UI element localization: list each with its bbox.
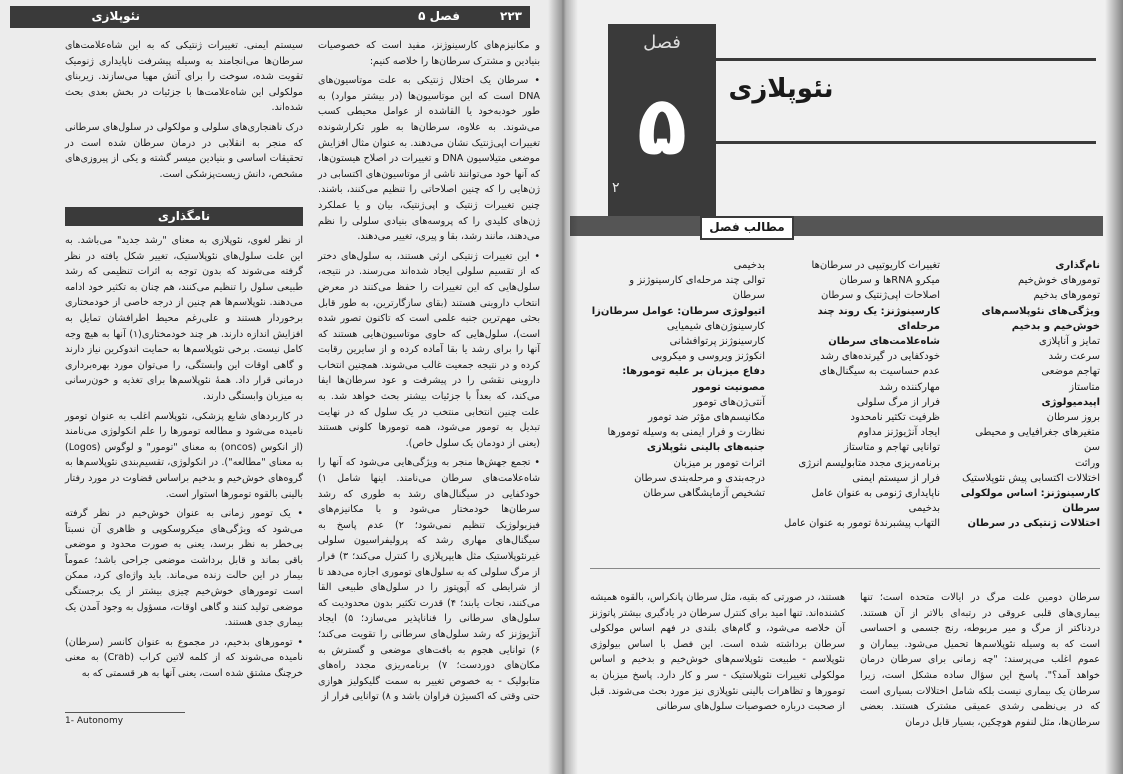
toc-item: نام‌گذاری bbox=[1055, 260, 1100, 271]
toc-item: میکرو RNAها و سرطان bbox=[839, 275, 940, 287]
paragraph: و مکانیزم‌های کارسینوژنز، مفید است که خصوصیات بنیادین و مشترک سرطان‌ها را خلاصه کنیم: bbox=[318, 40, 540, 67]
toc-column-3 bbox=[590, 258, 765, 501]
chapter-word: فصل bbox=[643, 32, 681, 53]
toc-item: ویژگی‌های نئوپلاسم‌های bbox=[981, 305, 1100, 317]
footnote: 1- Autonomy bbox=[65, 716, 124, 726]
toc-item: وراثت bbox=[1074, 457, 1100, 469]
toc-item: مرحله‌ای bbox=[897, 320, 940, 332]
toc-column-1 bbox=[950, 258, 1100, 532]
running-header bbox=[10, 6, 530, 28]
chapter-title: نئوپلازی bbox=[728, 74, 834, 104]
toc-item: کارسینوژنز پرتوافشانی bbox=[669, 336, 765, 348]
paragraph: • یک تومور زمانی به عنوان خوش‌خیم در نظر گرفته می‌شود که ویژگی‌های میکروسکوپی و ظاهری آن نسبتاً بی‌خطر به نظر برسد، یعنی به صورت محدود و موضعی باقی بماند و قابل برداشت موضعی جراحی باشد؛ عموماً بیمار در این حالت زنده می‌ماند. باید واژه‌ای کرد، ممکن است تومورهای خوش‌خیم چیزی بیشتر از یک برجستگی موضعی تولید کنند و گاهی اوقات، مسؤول به وجود آمدن یک بیماری جدی هستند. bbox=[65, 508, 303, 629]
toc-item: عدم حساسیت به سیگنال‌های bbox=[819, 366, 940, 378]
left-page bbox=[0, 0, 560, 774]
toc-item: اصلاحات اپی‌ژنتیک و سرطان bbox=[821, 290, 940, 302]
toc-heading: مطالب فصل bbox=[700, 216, 794, 240]
intro-column-left: هستند، در صورتی که بقیه، مثل سرطان پانکراس، بالقوه همیشه کشنده‌اند. تنها امید برای کنترل سرطان در یادگیری بیشتر پاتوژنز آن خلاصه می‌شود، و گام‌های بلندی در فهم اساس مولکولی سرطان برداشته شده است. این فصل با اساس بیولوژی نئوپلاسم - طبیعت نئوپلاسم‌های خوش‌خیم و بدخیم و اساس مولکولی تغییرات نئوپلاستیک - سر و کار دارد. پاسخ میزبان به تومورها و تظاهرات بالینی نئوپلازی نیز مورد بحث می‌شوند. قبل از صحبت درباره خصوصیات سلول‌های سرطانی bbox=[590, 592, 845, 713]
header-topic: نئوپلازی bbox=[91, 9, 140, 23]
toc-item: التهاب پیشبرندهٔ تومور به عنوان عامل bbox=[784, 518, 940, 530]
toc-item: کارسینوژن‌های شیمیایی bbox=[666, 320, 765, 332]
chapter-small-number: ۲ bbox=[612, 180, 620, 196]
paragraph: درک ناهنجاری‌های سلولی و مولکولی در سلول‌های سرطانی که منجر به انقلابی در درمان سرطان شده است در تحقیقات اساسی و بنیادین میسر گشته و یکی از پیروزی‌های مشخص، دانش زیست‌پزشکی است. bbox=[65, 121, 303, 180]
toc-item: اختلالات اکتسابی پیش نئوپلاستیک bbox=[962, 472, 1100, 484]
toc-item: مهارکننده رشد bbox=[879, 381, 940, 393]
toc-item: بدخیمی bbox=[908, 503, 940, 515]
toc-item: تغییرات کاریوتیپی در سرطان‌ها bbox=[811, 260, 940, 271]
toc-item: ایجاد آنژیوژنز مداوم bbox=[857, 427, 940, 439]
toc-item: سرطان bbox=[1062, 503, 1100, 515]
toc-item: ناپایداری ژنومی به عنوان عامل bbox=[811, 488, 940, 500]
toc-item: خودکفایی در گیرنده‌های رشد bbox=[820, 351, 940, 363]
toc-item: اختلالات ژنتیکی در سرطان bbox=[967, 518, 1100, 530]
footnote-divider bbox=[65, 712, 185, 713]
toc-item: درجه‌بندی و مرحله‌بندی سرطان bbox=[634, 472, 765, 484]
left-page-column-right bbox=[318, 38, 540, 709]
toc-item: بدخیمی bbox=[733, 260, 765, 271]
page-number: ۲۲۳ bbox=[500, 9, 522, 23]
toc-item: دفاع میزبان بر علیه تومورها: bbox=[622, 366, 765, 378]
toc-item: اپیدمیولوژی bbox=[1041, 396, 1100, 408]
toc-item: سرطان bbox=[732, 290, 765, 302]
chapter-number: ۵ bbox=[636, 79, 688, 174]
toc-item: خوش‌خیم و بدخیم bbox=[1011, 320, 1100, 332]
right-page bbox=[560, 0, 1123, 774]
toc-item: مصونیت تومور bbox=[692, 381, 765, 393]
toc-item: تمایز و آناپلازی bbox=[1038, 336, 1100, 348]
toc-column-2 bbox=[770, 258, 940, 532]
divider bbox=[590, 568, 1100, 569]
toc-item: اتیولوژی سرطان: عوامل سرطان‌زا bbox=[591, 305, 765, 317]
toc-item: آنتی‌ژن‌های تومور bbox=[693, 396, 765, 408]
paragraph: • تومورهای بدخیم، در مجموع به عنوان کانسر (سرطان) نامیده می‌شوند که از کلمه لاتین کراب (Crab) به معنی خرچنگ مشتق شده است، یعنی آنها به هر قسمتی که به bbox=[65, 636, 303, 680]
toc-item: انکوژنز ویروسی و میکروبی bbox=[651, 351, 765, 363]
paragraph: • تجمع جهش‌ها منجر به ویژگی‌هایی می‌شود که آنها را شاه‌علامت‌های سرطان می‌نامند. اینها شامل ۱) خودکفایی در سیگنال‌های رشد به طوری که رشد سرطان‌ها خودمختار می‌شود و با مکانیزم‌های فیزیولوژیک تنظیم نمی‌شود؛ ۲) عدم پاسخ به سیگنال‌های مهاری رشد که پرولیفراسیون سلولی غیرنئوپلاستیک مثل هایپرپلازی را کنترل می‌کند؛ ۳) فرار از مرگ سلولی که به سلول‌های توموری اجازه می‌دهد تا از شرایطی که آپوپتوز را در سلول‌های طبیعی القا می‌کنند، نجات یابند؛ ۴) قدرت تکثیر بدون محدودیت که سلول‌های سرطانی را فناناپذیر می‌سازد؛ ۵) ایجاد آنژیوژنز که رشد سلول‌های سرطانی را تقویت می‌کند؛ ۶) توانایی هجوم به بافت‌های موضعی و گسترش به مکان‌های دوردست؛ ۷) برنامه‌ریزی مجدد راه‌های متابولیک - به خصوص تغییر به سمت گلیکولیز هوازی حتی وقتی که اکسیژن فراوان باشد و ۸) توانایی فرار از bbox=[318, 457, 540, 703]
toc-item: تشخیص آزمایشگاهی سرطان bbox=[643, 488, 765, 500]
toc-item: تومورهای خوش‌خیم bbox=[1017, 275, 1100, 287]
toc-item: نظارت و فرار ایمنی به وسیله تومورها bbox=[607, 427, 765, 439]
book-gutter bbox=[548, 0, 578, 774]
left-page-column-left-body bbox=[65, 233, 303, 686]
paragraph: • سرطان یک اختلال ژنتیکی به علت موتاسیون‌های DNA است که این موتاسیون‌ها (در بیشتر موارد) به طور خودبه‌خود یا القاشده از عوامل محیطی کسب می‌شوند. به علاوه، سرطان‌ها به طور تکرارشونده تغییرات اپی‌ژنتیک نشان می‌دهند. به عنوان مثال افزایش موضعی متیلاسیون DNA و تغییرات در اصلاح هیستون‌ها، که آنها خود می‌توانند ناشی از موتاسیون‌های اکتسابی در ژن‌هایی را که چنین اصلاحاتی را تنظیم می‌کنند، باشند. چنین تغییرات ژنتیک و اپی‌ژنتیک، بیان و یا عملکرد ژن‌های کلیدی را که پروسه‌های بنیادی سلولی را نظم می‌دهند، مانند رشد، بقا و پیری، تغییر می‌دهند. bbox=[318, 75, 540, 243]
left-page-column-left-top bbox=[65, 38, 303, 186]
toc-item: توانایی تهاجم و متاستاز bbox=[843, 442, 940, 454]
paragraph: از نظر لغوی، نئوپلازی به معنای "رشد جدید" می‌باشد. به این علت سلول‌های نئوپلاستیک، تغییر شکل یافته در نظر گرفته می‌شوند که بدون توجه به اثرات تنظیمی که رشد طبیعی سلول را تنظیم می‌کنند، هم چنان به تکثیر خود ادامه می‌دهند. نئوپلاسم‌ها هم چنین از درجه خاصی از خودمختاری برخوردار هستند و علی‌رغم محیط اطرافشان تمایل به افزایش اندازه دارند. هر چند خودمختاری(۱) آنها به هیچ وجه کامل نیست. برخی نئوپلاسم‌ها به حمایت اندوکرین نیاز دارند و گاهی اوقات این وابستگی، را می‌توان مورد بهره‌برداری درمانی قرار داد. همهٔ نئوپلاسم‌ها برای تغذیه و خون‌رسانی به میزبان وابستگی دارند. bbox=[65, 235, 303, 402]
paragraph: در کاربردهای شایع پزشکی، نئوپلاسم اغلب به عنوان تومور نامیده می‌شود و مطالعه تومورها را علم انکولوژی می‌نامند (از انکوس (oncos) به معنای "تومور" و لوگوس (Logos) به معنای "مطالعه"). در انکولوژی، تقسیم‌بندی نئوپلاسم‌ها به گروه‌های خوش‌خیم و بدخیم براساس قضاوت در مورد رفتار بالینی بالقوه تومورها استوار است. bbox=[65, 410, 304, 500]
chapter-label: فصل ۵ bbox=[418, 9, 460, 23]
toc-item: فرار از مرگ سلولی bbox=[856, 396, 940, 408]
toc-item: ظرفیت تکثیر نامحدود bbox=[850, 412, 940, 424]
section-heading: نامگذاری bbox=[65, 207, 303, 226]
toc-item: تومورهای بدخیم bbox=[1033, 290, 1100, 302]
toc-item: کارسینوژنز: یک روند چند bbox=[817, 305, 940, 317]
toc-item: اثرات تومور بر میزبان bbox=[673, 457, 765, 469]
paragraph: • این تغییرات ژنتیکی ارثی هستند، به سلول‌های دختر که از تقسیم سلولی ایجاد شده‌اند می‌رسند. در نتیجه، سلول‌هایی که این تغییرات را حفظ می‌کنند در معرض انتخاب داروینی هستند (بقای سازگارترین، به طور قابل بحثی مهم‌ترین جنبه علمی است که تاکنون تصور شده است)، سلول‌هایی که حاوی موتاسیون‌هایی هستند که آنها را برای رشد یا بقا آماده کرده و از سایرین رقابت کرده و در نتیجه جمعیت غالب می‌شوند. همچنین انتخاب داروینی نقشی را در پیشرفت و عود سرطان‌ها ایفا می‌کند، که بعداً با جزئیات بیشتر بحث خواهد شد. به علت چنین انتخابی منتخب در یک سلول که در نهایت تبدیل به تومور می‌شود، همه تومورها کلونی هستند (یعنی از دودمان یک سلول خاص). bbox=[318, 250, 540, 449]
toc-item: فرار از سیستم ایمنی bbox=[852, 472, 940, 484]
toc-item: جنبه‌های بالینی نئوپلازی bbox=[646, 442, 765, 454]
paragraph: سیستم ایمنی. تغییرات ژنتیکی که به این شاه‌علامت‌های سرطان‌ها می‌انجامند به وسیله پیشرفت ناپایداری ژنومیک تقویت شده، سوخت را برای آتش مهیا می‌سازند. زیربنای مولکولی این شاه‌علامت‌ها با جزئیات در بخش بعدی بحث شده‌اند. bbox=[65, 40, 303, 114]
toc-item: برنامه‌ریزی مجدد متابولیسم انرژی bbox=[798, 457, 940, 469]
toc-item: کارسینوژنز: اساس مولکولی bbox=[960, 488, 1100, 500]
toc-item: مکانیسم‌های مؤثر ضد تومور bbox=[648, 412, 765, 424]
toc-item: بروز سرطان bbox=[1046, 412, 1100, 424]
intro-column-right: سرطان دومین علت مرگ در ایالات متحده است؛ تنها بیماری‌های قلبی عروقی در رتبه‌ای بالاتر از آن هستند. دردناکتر از مرگ و میر مربوطه، رنج جسمی و احساسی است که به وسیله نئوپلاسم‌ها تحمیل می‌شود. بیماران و عموم اغلب می‌پرسند: "چه زمانی برای سرطان درمان خواهد آمد؟". پاسخ این سؤال ساده مشکل است، زیرا سرطان یک بیماری نیست بلکه شامل اختلالات بسیاری است که در بی‌نظمی رشدی عمیقی مشترک هستند. بعضی سرطان‌ها، مثل لنفوم هوچکین، بسیار قابل درمان bbox=[860, 592, 1100, 728]
page-edge-shadow bbox=[1105, 0, 1123, 774]
toc-item: تهاجم موضعی bbox=[1041, 366, 1100, 378]
toc-item: متغیرهای جغرافیایی و محیطی bbox=[975, 427, 1100, 439]
toc-item: سن bbox=[1084, 442, 1100, 454]
toc-item: توالی چند مرحله‌ای کارسینوژنز و bbox=[629, 275, 765, 287]
toc-item: شاه‌علامت‌های سرطان bbox=[828, 336, 940, 348]
toc-band bbox=[570, 216, 1103, 236]
toc-item: متاستاز bbox=[1069, 381, 1100, 393]
toc-item: سرعت رشد bbox=[1048, 351, 1100, 363]
